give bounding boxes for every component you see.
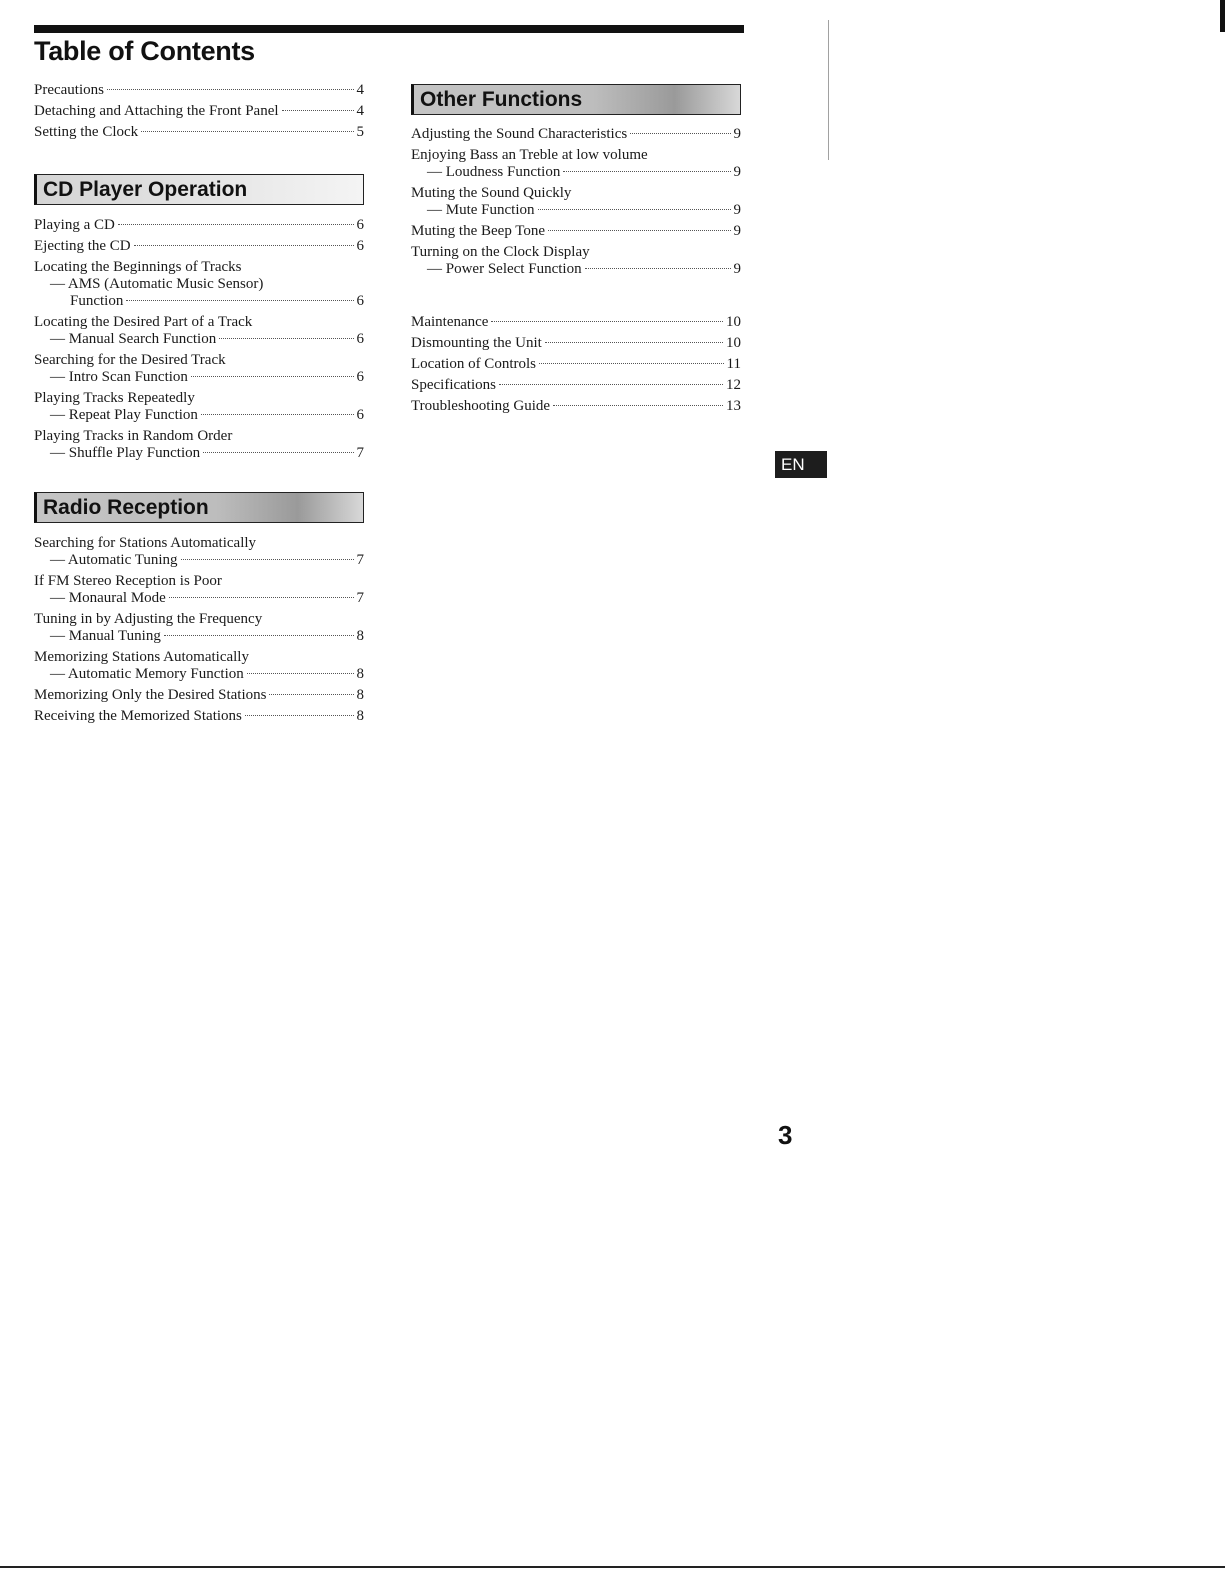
toc-entry-title: Playing a CD — [34, 217, 115, 233]
toc-entry-subtitle: — Monaural Mode — [50, 590, 166, 606]
toc-entry-page: 6 — [356, 293, 364, 309]
toc-entry-page: 8 — [356, 687, 364, 703]
toc-entry-title: Playing Tracks Repeatedly — [34, 390, 195, 406]
toc-entry-page: 8 — [356, 666, 364, 682]
toc-intro-section — [34, 82, 364, 141]
toc-radio-section — [34, 492, 364, 725]
toc-entry-subtitle: — Manual Search Function — [50, 331, 217, 347]
toc-entry-subtitle: — Power Select Function — [427, 261, 582, 277]
toc-entry-location-of-controls[interactable] — [411, 356, 741, 373]
toc-entry-page: 9 — [733, 164, 741, 180]
toc-entry-title: Memorizing Only the Desired Stations — [34, 687, 267, 703]
toc-entry-page: 8 — [356, 628, 364, 644]
toc-entry-title: Specifications — [411, 377, 496, 393]
toc-entry-title: Searching for the Desired Track — [34, 352, 226, 368]
toc-entry-title: If FM Stereo Reception is Poor — [34, 573, 222, 589]
toc-entry[interactable] — [34, 259, 364, 310]
toc-entry-title: Detaching and Attaching the Front Panel — [34, 103, 279, 119]
toc-entry-precautions[interactable] — [34, 82, 364, 99]
toc-entry-title: Location of Controls — [411, 356, 536, 372]
toc-entry[interactable] — [411, 126, 741, 143]
toc-entry-title: Receiving the Memorized Stations — [34, 708, 242, 724]
toc-entry-subtitle: — Repeat Play Function — [50, 407, 198, 423]
toc-entry-specifications[interactable] — [411, 377, 741, 394]
toc-entry-title: Locating the Desired Part of a Track — [34, 314, 253, 330]
toc-appendix-section — [411, 314, 741, 415]
scan-edge-mark — [1220, 0, 1225, 32]
toc-entry-maintenance[interactable] — [411, 314, 741, 331]
page-number: 3 — [778, 1120, 793, 1150]
toc-entry-title: Troubleshooting Guide — [411, 398, 551, 414]
toc-entry-page: 10 — [726, 314, 741, 330]
toc-entry-subtitle: — Mute Function — [427, 202, 535, 218]
language-badge: EN — [775, 451, 827, 478]
toc-entry-page: 6 — [356, 407, 364, 423]
header-rule — [34, 25, 744, 33]
toc-entry-title: Adjusting the Sound Characteristics — [411, 126, 628, 142]
toc-entry-subtitle: — Automatic Tuning — [50, 552, 178, 568]
toc-entry-title: Enjoying Bass an Treble at low volume — [411, 147, 648, 163]
toc-entry-subtitle: — Shuffle Play Function — [50, 445, 201, 461]
toc-entry[interactable] — [411, 223, 741, 240]
toc-entry-title: Ejecting the CD — [34, 238, 131, 254]
toc-entry-page: 6 — [356, 238, 364, 254]
toc-entry[interactable] — [411, 147, 741, 181]
toc-entry-dismounting[interactable] — [411, 335, 741, 352]
toc-other-section — [411, 84, 741, 278]
toc-entry-page: 13 — [726, 398, 741, 414]
toc-entry-title: Locating the Beginnings of Tracks — [34, 259, 242, 275]
toc-entry-page: 6 — [356, 217, 364, 233]
toc-entry-page: 9 — [733, 202, 741, 218]
toc-entry[interactable] — [34, 428, 364, 462]
toc-entry-subtitle: — Loudness Function — [427, 164, 561, 180]
toc-entry[interactable] — [34, 611, 364, 645]
toc-left-column — [34, 82, 364, 729]
toc-entry-subtitle: — AMS (Automatic Music Sensor) — [50, 276, 264, 292]
toc-entry-page: 9 — [733, 261, 741, 277]
toc-right-column — [411, 84, 741, 419]
toc-entry[interactable] — [34, 238, 364, 255]
toc-entry-clock[interactable] — [34, 124, 364, 141]
toc-entry-front-panel[interactable] — [34, 103, 364, 120]
toc-entry-page: 5 — [356, 124, 364, 140]
toc-entry-title: Tuning in by Adjusting the Frequency — [34, 611, 263, 627]
toc-entry-title: Maintenance — [411, 314, 489, 330]
toc-entry-page: 11 — [726, 356, 741, 372]
toc-entry-page: 9 — [733, 223, 741, 239]
toc-entry-page: 7 — [356, 552, 364, 568]
toc-entry-page: 12 — [726, 377, 741, 393]
toc-cd-player-section — [34, 174, 364, 462]
toc-entry-subtitle: — Automatic Memory Function — [50, 666, 244, 682]
toc-entry-subtitle: Function — [70, 293, 124, 309]
toc-entry-troubleshooting[interactable] — [411, 398, 741, 415]
toc-entry[interactable] — [411, 185, 741, 219]
toc-entry[interactable] — [411, 244, 741, 278]
toc-entry[interactable] — [34, 708, 364, 725]
toc-entry[interactable] — [34, 390, 364, 424]
toc-entry-title: Memorizing Stations Automatically — [34, 649, 249, 665]
toc-entry-page: 6 — [356, 331, 364, 347]
toc-entry-page: 6 — [356, 369, 364, 385]
toc-entry-title: Muting the Sound Quickly — [411, 185, 572, 201]
toc-entry-title: Turning on the Clock Display — [411, 244, 590, 260]
toc-entry[interactable] — [34, 649, 364, 683]
toc-entry[interactable] — [34, 217, 364, 234]
toc-entry-page: 7 — [356, 590, 364, 606]
section-heading-other: Other Functions — [411, 84, 741, 115]
toc-entry-title: Dismounting the Unit — [411, 335, 542, 351]
scan-margin-line — [828, 20, 829, 160]
toc-entry-title: Playing Tracks in Random Order — [34, 428, 233, 444]
toc-entry-title: Setting the Clock — [34, 124, 139, 140]
toc-entry-page: 10 — [726, 335, 741, 351]
toc-entry-title: Precautions — [34, 82, 104, 98]
toc-entry[interactable] — [34, 687, 364, 704]
toc-entry[interactable] — [34, 573, 364, 607]
section-heading-cd-player: CD Player Operation — [34, 174, 364, 205]
toc-entry-title: Muting the Beep Tone — [411, 223, 546, 239]
toc-entry-page: 4 — [356, 82, 364, 98]
toc-entry-subtitle: — Manual Tuning — [50, 628, 161, 644]
toc-entry-title: Searching for Stations Automatically — [34, 535, 257, 551]
page-title: Table of Contents — [34, 36, 255, 66]
toc-entry-page: 8 — [356, 708, 364, 724]
footer-rule — [0, 1566, 1225, 1568]
toc-entry[interactable] — [34, 352, 364, 386]
toc-entry-subtitle: — Intro Scan Function — [50, 369, 188, 385]
toc-entry-page: 9 — [733, 126, 741, 142]
toc-entry[interactable] — [34, 314, 364, 348]
toc-entry[interactable] — [34, 535, 364, 569]
section-heading-radio: Radio Reception — [34, 492, 364, 523]
toc-entry-page: 7 — [356, 445, 364, 461]
toc-entry-page: 4 — [356, 103, 364, 119]
